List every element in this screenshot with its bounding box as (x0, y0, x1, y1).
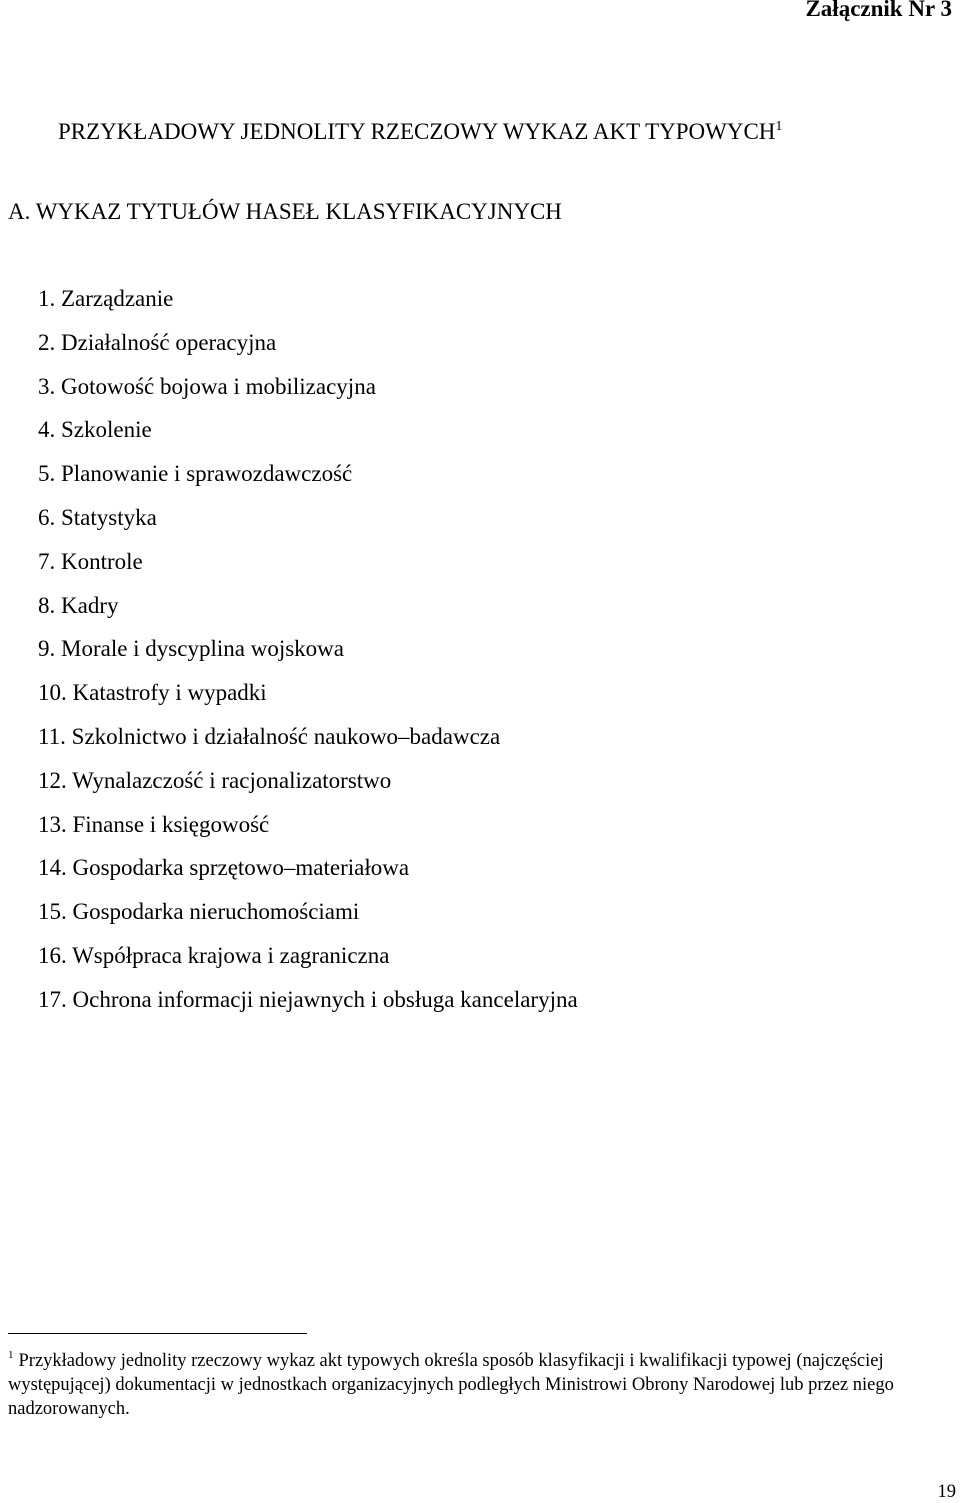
item-number: 9. (38, 636, 56, 662)
item-label: Kadry (61, 592, 119, 618)
item-label: Planowanie i sprawozdawczość (61, 461, 353, 487)
document-title-text: PRZYKŁADOWY JEDNOLITY RZECZOWY WYKAZ AKT TYPOWYCH (58, 119, 776, 144)
item-label: Finanse i księgowość (72, 811, 270, 837)
item-number: 2. (38, 329, 56, 355)
list-item (38, 985, 578, 1029)
list-item (38, 766, 578, 810)
item-label: Działalność operacyjna (61, 329, 277, 355)
item-number: 16. (38, 942, 67, 968)
footnote-marker: 1 (8, 1349, 14, 1361)
list-item (38, 503, 578, 547)
item-number: 11. (38, 723, 66, 749)
item-label: Morale i dyscyplina wojskowa (61, 636, 344, 662)
list-item (38, 722, 578, 766)
list-item (38, 372, 578, 416)
item-number: 7. (38, 548, 56, 574)
annex-label: Załącznik Nr 3 (805, 0, 952, 21)
footnote-divider (8, 1333, 307, 1334)
footnote (8, 1343, 918, 1421)
list-item (38, 328, 578, 372)
list-item (38, 678, 578, 722)
list-item (38, 853, 578, 897)
item-number: 1. (38, 286, 56, 311)
page-number: 19 (937, 1482, 956, 1502)
item-label: Gospodarka sprzętowo–materiałowa (72, 855, 410, 881)
item-number: 3. (38, 373, 56, 399)
item-label: Gospodarka nieruchomościami (72, 899, 360, 925)
item-label: Szkolnictwo i działalność naukowo–badawcza (71, 723, 501, 749)
list-item (38, 459, 578, 503)
item-label: Katastrofy i wypadki (72, 680, 267, 706)
list-item (38, 897, 578, 941)
item-label: Współpraca krajowa i zagraniczna (72, 942, 390, 968)
item-number: 6. (38, 504, 56, 530)
item-number: 14. (38, 855, 67, 881)
item-label: Zarządzanie (61, 286, 174, 311)
item-label: Gotowość bojowa i mobilizacyjna (61, 373, 376, 399)
classification-list (38, 284, 578, 1029)
footnote-text: Przykładowy jednolity rzeczowy wykaz akt typowych określa sposób klasyfikacji i kwalifikacji typowej (najczęściej występującej) dokumentacji w jednostkach organizacyjnych podległych Ministrowi Obrony Narodowej lub przez niego nadzorowanych. (8, 1351, 894, 1419)
item-label: Ochrona informacji niejawnych i obsługa kancelaryjna (72, 986, 578, 1012)
list-item (38, 634, 578, 678)
list-item (38, 591, 578, 635)
document-title (58, 119, 782, 145)
item-number: 12. (38, 767, 67, 793)
list-item (38, 284, 578, 328)
list-item (38, 415, 578, 459)
item-number: 10. (38, 680, 67, 706)
item-number: 13. (38, 811, 67, 837)
item-number: 5. (38, 461, 56, 487)
item-number: 4. (38, 417, 56, 443)
item-label: Wynalazczość i racjonalizatorstwo (72, 767, 392, 793)
list-item (38, 810, 578, 854)
item-number: 8. (38, 592, 56, 618)
item-label: Kontrole (61, 548, 143, 574)
section-heading: A. WYKAZ TYTUŁÓW HASEŁ KLASYFIKACYJNYCH (8, 199, 562, 224)
item-label: Szkolenie (61, 417, 152, 443)
list-item (38, 941, 578, 985)
item-label: Statystyka (61, 504, 157, 530)
item-number: 17. (38, 986, 67, 1012)
list-item (38, 547, 578, 591)
title-footnote-ref: 1 (775, 119, 783, 134)
item-number: 15. (38, 899, 67, 925)
